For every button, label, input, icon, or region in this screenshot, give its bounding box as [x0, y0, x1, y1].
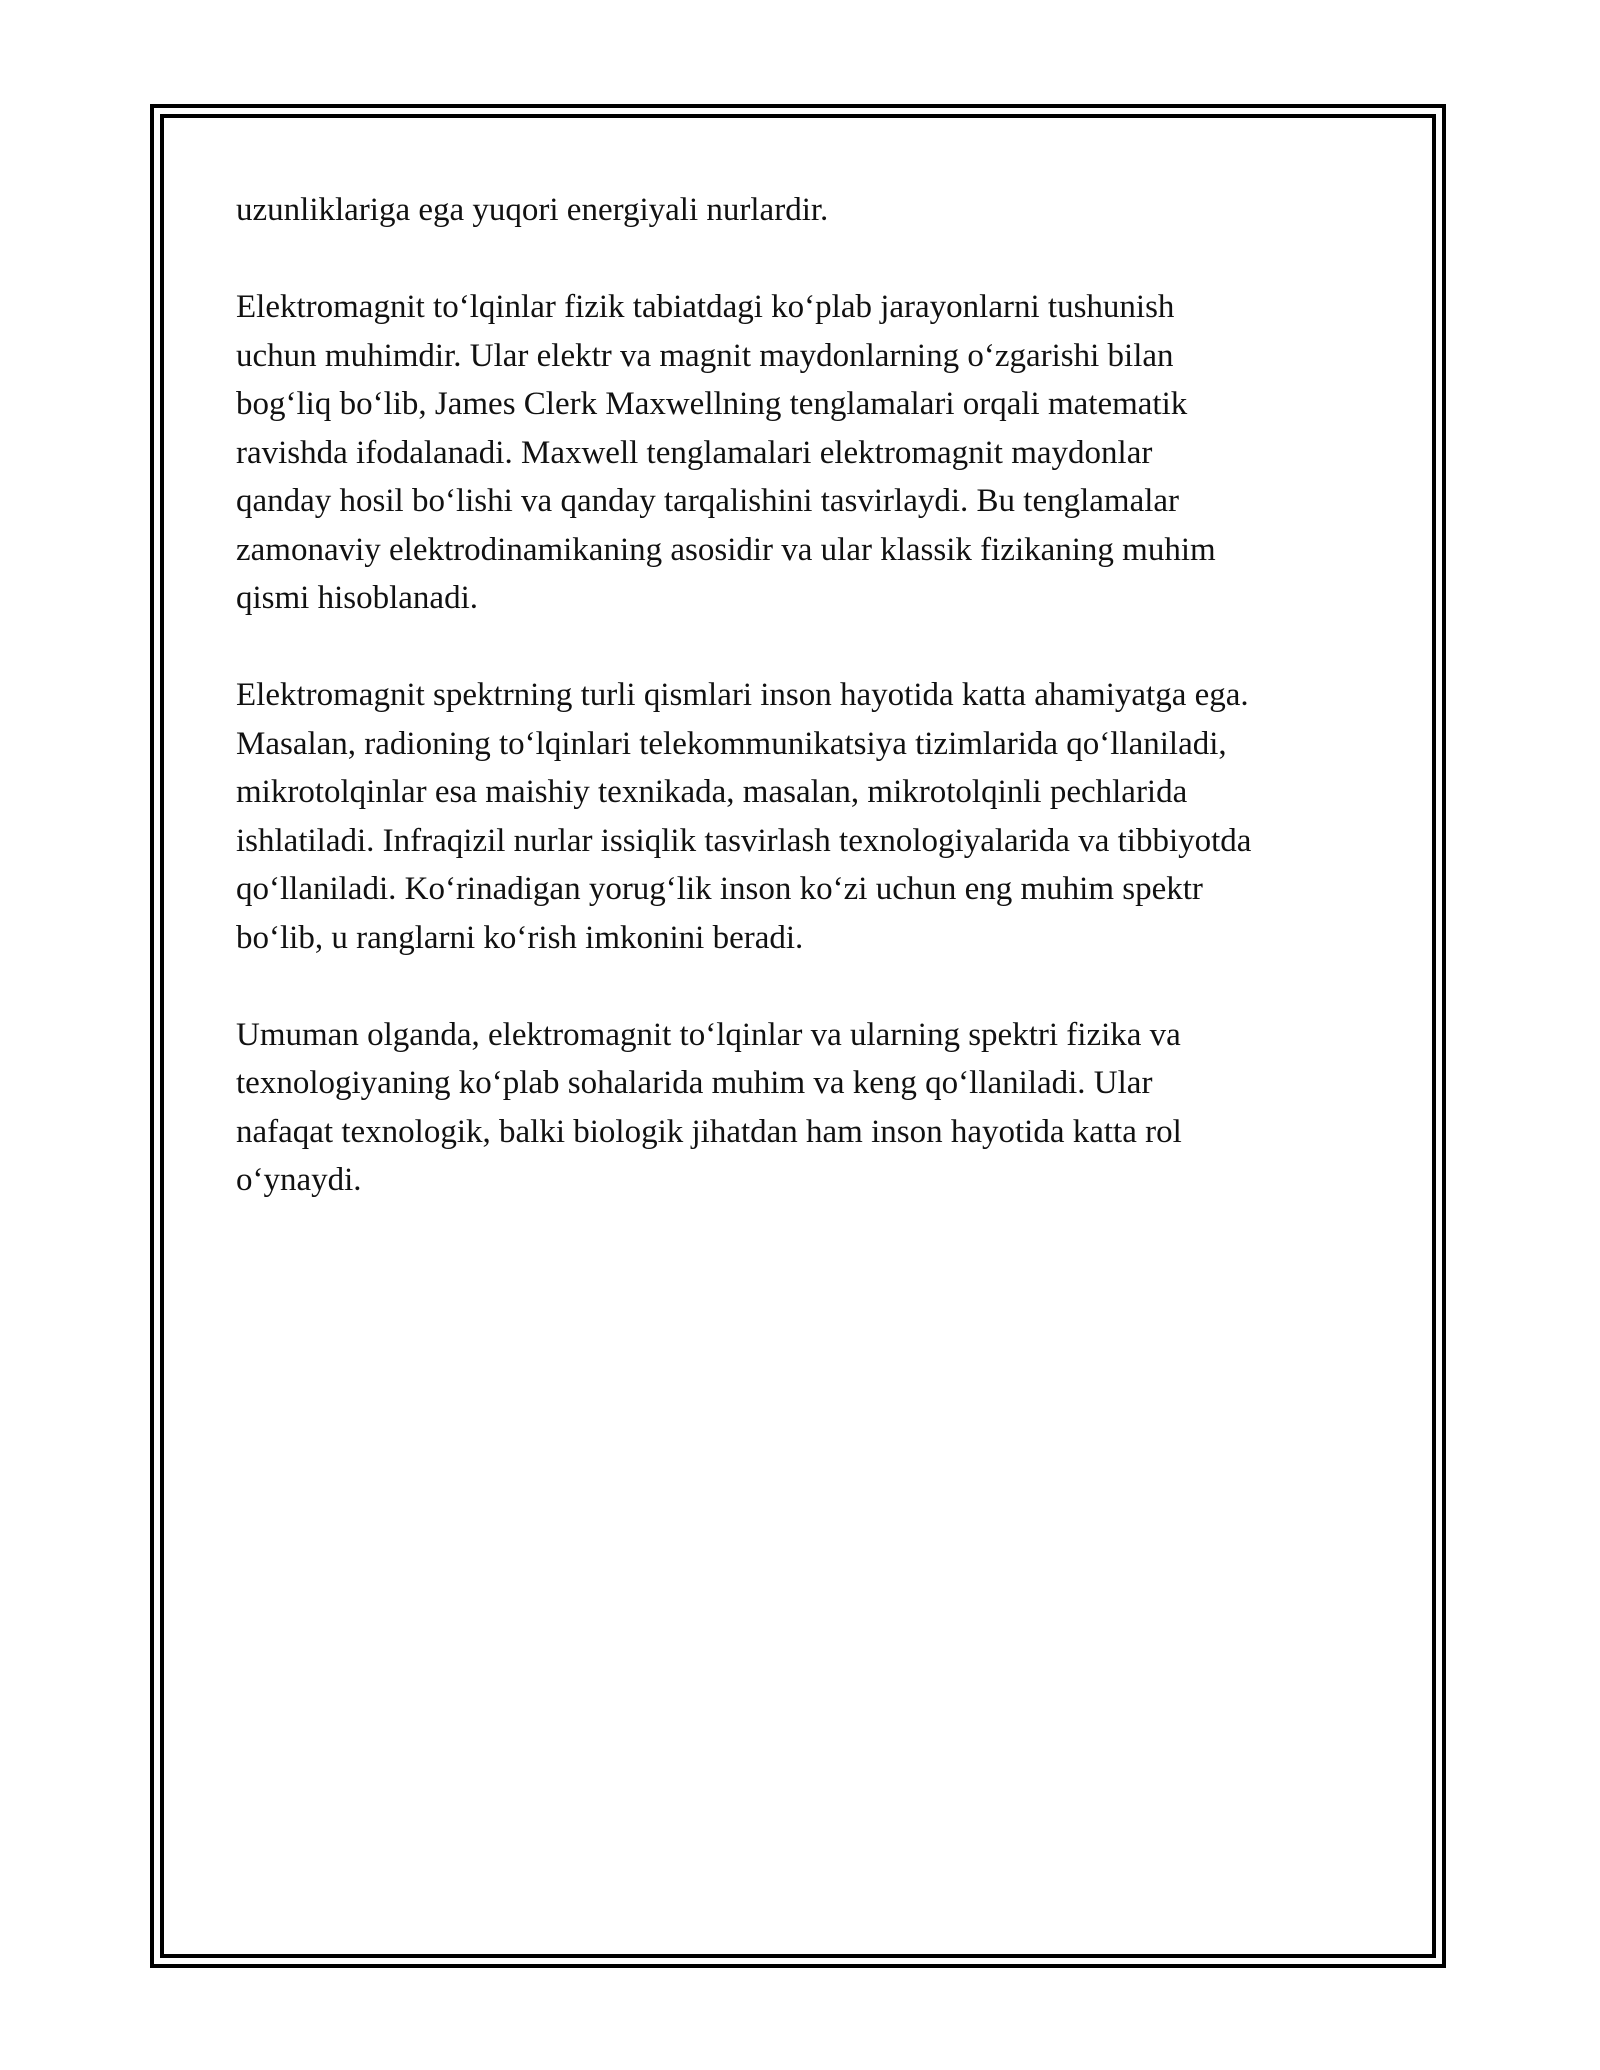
text-line: ishlatiladi. Infraqizil nurlar issiqlik tasvirlash texnologiyalarida va tibbiyotda	[236, 822, 1252, 859]
text-line: qanday hosil bo‘lishi va qanday tarqalishini tasvirlaydi. Bu tenglamalar	[236, 483, 1180, 519]
text-line: nafaqat texnologik, balki biologik jihatdan ham inson hayotida katta rol	[236, 1113, 1182, 1150]
text-line: uchun muhimdir. Ular elektr va magnit maydonlarning o‘zgarishi bilan	[236, 337, 1174, 374]
text-line: bo‘lib, u ranglarni ko‘rish imkonini beradi.	[236, 919, 804, 956]
text-line: Masalan, radioning to‘lqinlari telekommunikatsiya tizimlarida qo‘llaniladi,	[236, 725, 1227, 762]
text-line: zamonaviy elektrodinamikaning asosidir va ular klassik fizikaning muhim	[236, 531, 1216, 568]
text-line: mikrotolqinlar esa maishiy texnikada, masalan, mikrotolqinli pechlarida	[236, 774, 1188, 810]
text-line: ravishda ifodalanadi. Maxwell tenglamalari elektromagnit maydonlar	[236, 434, 1153, 471]
paragraph-2	[236, 283, 1396, 623]
text-line: qismi hisoblanadi.	[236, 580, 478, 616]
paragraph-3	[236, 671, 1396, 962]
text-line: qo‘llaniladi. Ko‘rinadigan yorug‘lik inson ko‘zi uchun eng muhim spektr	[236, 871, 1203, 907]
text-line: bog‘liq bo‘lib, James Clerk Maxwellning tenglamalari orqali matematik	[236, 386, 1188, 422]
document-body	[236, 186, 1396, 1253]
text-line: o‘ynaydi.	[236, 1162, 362, 1198]
text-line: Elektromagnit to‘lqinlar fizik tabiatdagi ko‘plab jarayonlarni tushunish	[236, 289, 1175, 325]
text-line: texnologiyaning ko‘plab sohalarida muhim va keng qo‘llaniladi. Ular	[236, 1065, 1153, 1101]
text-line: Umuman olganda, elektromagnit to‘lqinlar va ularning spektri fizika va	[236, 1016, 1181, 1053]
text-line: Elektromagnit spektrning turli qismlari inson hayotida katta ahamiyatga ega.	[236, 677, 1249, 713]
text-line: uzunliklariga ega yuqori energiyali nurlardir.	[236, 192, 829, 228]
paragraph-1	[236, 186, 1396, 235]
paragraph-4	[236, 1011, 1396, 1205]
